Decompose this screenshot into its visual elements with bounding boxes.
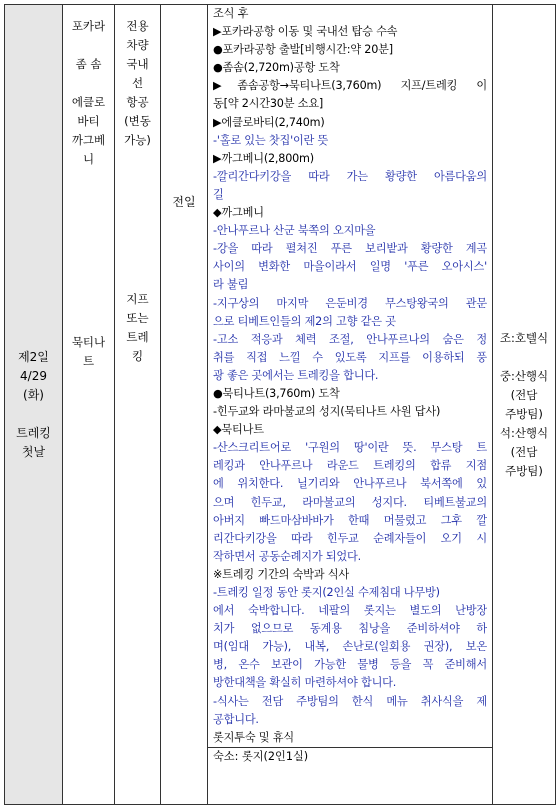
- schedule-line: -트레킹 일정 동안 롯지(2인실 수제침대 나무방): [213, 586, 440, 599]
- meal-breakfast: 조:호텔식: [499, 330, 549, 345]
- schedule-line: 으로 티베트인들의 제2의 고향 같은 곳: [213, 314, 396, 328]
- transport-text: 지프: [126, 292, 149, 306]
- transport-text: 전용: [126, 19, 149, 33]
- schedule-line: 라 불림: [213, 278, 249, 292]
- day-title-line2: 첫날: [21, 444, 46, 459]
- schedule-line: 에 위치한다. 닐기리와 안나푸르나 북서쪽에 있: [213, 477, 487, 491]
- itinerary-row-day2: [5, 5, 556, 805]
- schedule-line: 취를 직접 느낄 수 있도록 지프를 이용하되 풍: [213, 350, 487, 364]
- schedule-line: -고소 적응과 체력 조절, 안나푸르나의 숨은 정: [213, 332, 487, 346]
- schedule-line: 작하면서 공동순례지가 되었다.: [213, 549, 361, 563]
- schedule-line: -깔리간다키강을 따라 가는 황량한 아름다움의: [213, 169, 487, 183]
- transport-text: 선: [131, 76, 144, 90]
- schedule-line: 방한대책을 확실히 마련하셔야 합니다.: [213, 676, 397, 690]
- transport-cell: [115, 5, 161, 805]
- place-name: 바티: [77, 114, 100, 128]
- transport-text: 킹: [131, 349, 144, 363]
- place-name: 까그베: [71, 133, 106, 147]
- meal-lunch-note: (전담: [510, 387, 538, 402]
- transport-text: (변동: [124, 114, 151, 128]
- schedule-line: ◆까그베니: [213, 206, 264, 220]
- day-cell: [5, 5, 63, 805]
- schedule-line: 공합니다.: [213, 712, 259, 726]
- schedule-line: -산스크리트어로 '구원의 땅'이란 뜻. 무스탕 트: [213, 441, 487, 455]
- place-name: 좀 솜: [75, 57, 102, 71]
- schedule-line: 길: [213, 187, 224, 201]
- itinerary-table: [4, 4, 556, 805]
- place-name: 트: [82, 354, 95, 368]
- schedule-line: -식사는 전담 주방팀의 한식 메뉴 취사식을 제: [213, 694, 487, 708]
- schedule-line: 으며 힌두교, 라마불교의 성지다. 티베트불교의: [213, 495, 487, 509]
- transport-text: 국내: [126, 57, 149, 71]
- schedule-line: 아버지 빠드마삼바바가 한때 머물렀고 그후 깔: [213, 513, 487, 527]
- schedule-line: 롯지투숙 및 휴식: [213, 730, 294, 744]
- schedule-line: 며(임대 가능), 내복, 손난로(일회용 권장), 보온: [213, 640, 487, 654]
- place-name: 니: [82, 152, 95, 166]
- schedule-line: -안나푸르나 산군 북쪽의 오지마을: [213, 224, 376, 238]
- day-weekday: (화): [23, 387, 44, 402]
- transport-text: 항공: [126, 95, 149, 109]
- place-name: 묵티나: [71, 335, 106, 349]
- schedule-cell: [208, 5, 493, 805]
- time-cell: [161, 5, 208, 805]
- schedule-line: 광 좋은 곳에서는 트레킹을 합니다.: [213, 368, 379, 382]
- transport-text: 또는: [126, 311, 149, 325]
- place-cell: [63, 5, 115, 805]
- schedule-line: 레킹과 안나푸르나 라운드 트레킹의 합류 지점: [213, 459, 487, 473]
- transport-text: 가능): [124, 133, 151, 147]
- schedule-line: -강을 따라 펼쳐진 푸른 보리밭과 황량한 계곡: [213, 242, 487, 256]
- lodging-label: 숙소: 롯지(2인1실): [208, 747, 492, 766]
- schedule-line: 사이의 변화한 마을이라서 일명 '푸른 오아시스': [213, 260, 487, 274]
- meal-dinner-note: (전담: [510, 444, 538, 459]
- schedule-line: 에서 숙박합니다. 네팔의 롯지는 별도의 난방장: [213, 604, 487, 618]
- place-name: 에클로: [71, 95, 106, 109]
- schedule-line: ※트레킹 기간의 숙박과 식사: [213, 567, 349, 581]
- schedule-lines: [208, 5, 492, 747]
- schedule-line: ●묵티나트(3,760m) 도착: [213, 386, 340, 400]
- schedule-line: 치가 없으므로 동계용 침낭을 준비하셔야 하: [213, 622, 487, 636]
- schedule-line: -지구상의 마지막 은둔비경 무스탕왕국의 관문: [213, 296, 487, 310]
- schedule-line: ●좀솜(2,720m)공항 도착: [213, 61, 340, 75]
- day-date: 4/29: [20, 368, 47, 383]
- schedule-line: ▶까그베니(2,800m): [213, 151, 314, 165]
- day-title-line1: 트레킹: [16, 425, 51, 440]
- meal-dinner-note: 주방팀): [505, 463, 543, 478]
- meal-lunch-note: 주방팀): [505, 406, 543, 421]
- schedule-line: ▶에클로바티(2,740m): [213, 115, 325, 129]
- time-label: 전일: [172, 195, 196, 209]
- schedule-line: 동[약 2시간30분 소요]: [213, 97, 324, 111]
- schedule-line: 조식 후: [213, 7, 249, 20]
- meal-lunch: 중:산행식: [499, 368, 549, 383]
- schedule-line: -힌두교와 라마불교의 성지(묵티나트 사원 답사): [213, 405, 441, 419]
- schedule-line: ▶좀솜공항→묵티나트(3,760m) 지프/트레킹 이: [213, 79, 487, 93]
- schedule-line: ◆묵티나트: [213, 423, 264, 437]
- place-name: 포카라: [71, 19, 106, 33]
- meal-dinner: 석:산행식: [499, 425, 549, 440]
- schedule-line: 리간다키강을 따라 힌두교 순례자들이 오기 시: [213, 531, 487, 545]
- meal-gap: [493, 348, 555, 367]
- meal-cell: [493, 5, 556, 805]
- transport-text: 트레: [126, 330, 149, 344]
- schedule-line: ▶포카라공항 이동 및 국내선 탑승 수속: [213, 25, 398, 39]
- schedule-line: ●포카라공항 출발[비행시간:약 20분]: [213, 43, 393, 57]
- day-label: 제2일: [18, 349, 49, 364]
- schedule-line: -'홀로 있는 찻집'이란 뜻: [213, 133, 329, 147]
- transport-text: 차량: [126, 38, 149, 52]
- schedule-line: 병, 온수 보관이 가능한 물병 등을 꼭 준비해서: [213, 658, 487, 672]
